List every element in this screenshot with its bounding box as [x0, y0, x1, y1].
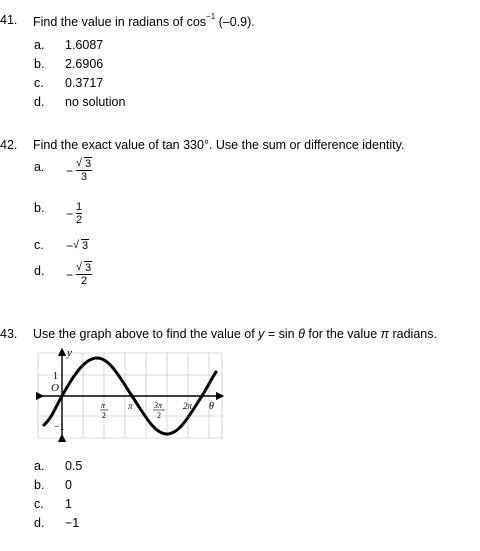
option-letter: d.	[34, 516, 45, 530]
option-letter: d.	[34, 264, 45, 278]
x-axis-label: θ	[209, 401, 214, 412]
question-text: Find the exact value of tan 330°. Use the sum or difference identity.	[33, 138, 405, 152]
y-tick-label: 1	[53, 371, 58, 382]
sine-graph	[36, 348, 226, 443]
option-letter: b.	[34, 57, 45, 71]
option-letter: a.	[34, 38, 45, 52]
option-value: − √ 3	[66, 238, 89, 253]
question-text: Use the graph above to find the value of y = sin θ for the value π radians.	[33, 327, 437, 341]
x-tick-label: π	[128, 401, 133, 411]
option-value: 1	[65, 497, 72, 511]
question-number: 42.	[0, 138, 18, 152]
option-value: 0	[65, 478, 72, 492]
option-value: 2.6906	[65, 57, 104, 71]
option-letter: c.	[34, 76, 44, 90]
option-letter: a.	[34, 459, 45, 473]
option-value: no solution	[65, 95, 126, 109]
x-tick-label: 2π	[183, 401, 193, 411]
option-value: −1	[65, 516, 80, 530]
option-value: − $\frac{1}{2}$	[66, 201, 83, 226]
option-letter: b.	[34, 478, 45, 492]
option-letter: b.	[34, 201, 45, 215]
x-tick-label: 2	[102, 411, 106, 420]
x-tick-label: 2	[157, 411, 161, 420]
option-value: 0.5	[65, 459, 83, 473]
x-tick-label: π	[101, 401, 106, 410]
option-letter: c.	[34, 497, 44, 511]
option-letter: a.	[34, 160, 45, 174]
y-tick-label: −1	[54, 422, 65, 433]
question-number: 41.	[0, 13, 18, 27]
x-tick-label: 3π	[154, 401, 163, 410]
origin-label: O	[51, 382, 59, 394]
question-text: Find the value in radians of $\cos^{-1} (-0.9)$.	[33, 12, 255, 29]
option-value: − √ 3 2	[66, 261, 92, 287]
option-value: 0.3717	[65, 76, 104, 90]
option-value: 1.6087	[65, 38, 104, 52]
y-axis-label: y	[67, 348, 72, 359]
option-letter: d.	[34, 95, 45, 109]
question-number: 43.	[0, 327, 18, 341]
option-value: − √ 3 3	[66, 157, 92, 183]
option-letter: c.	[34, 238, 44, 252]
